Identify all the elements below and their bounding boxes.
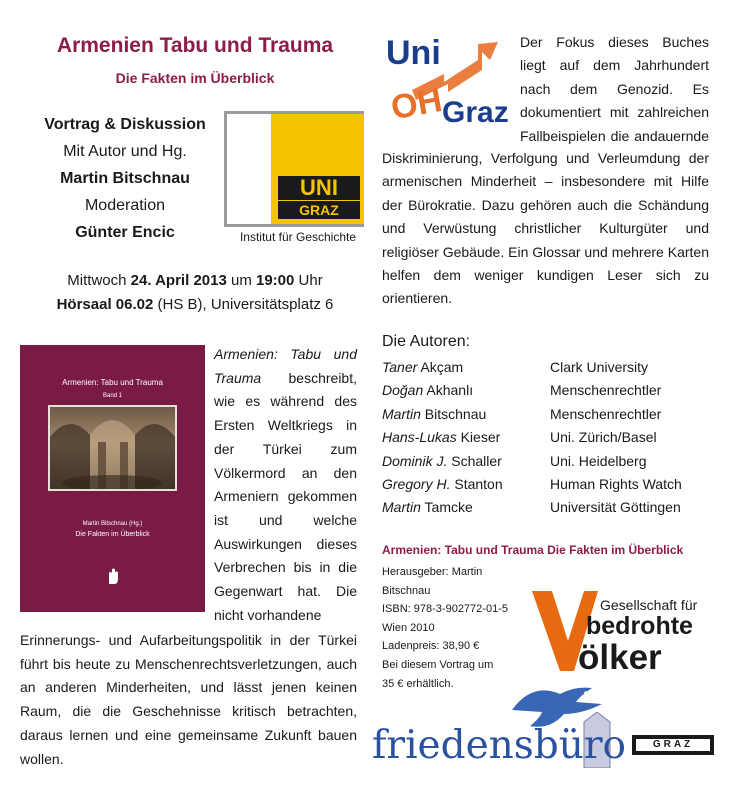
- book-info-place-year: Wien 2010: [382, 621, 435, 634]
- book-cover-band: Band 1: [102, 393, 123, 399]
- gfbv-line2: bedrohte: [586, 612, 693, 640]
- author-affiliation: Human Rights Watch: [550, 476, 682, 493]
- author-row: [382, 496, 712, 519]
- focus-text-top: Der Fokus dieses Buches liegt auf dem Jahrhundert nach dem Genozid. Es dokumentiert mit zahlreichen Fallbeispielen die andauernde: [520, 34, 709, 144]
- book-info-isbn: ISBN: 978-3-902772-01-5: [382, 603, 508, 616]
- book-cover-title: Armenien: Tabu und Trauma: [62, 378, 163, 387]
- gfbv-logo: [530, 585, 720, 675]
- uni-graz-institute-logo: [224, 111, 364, 227]
- event-moderation-label: Moderation: [84, 197, 166, 214]
- gfbv-line1: Gesellschaft für: [600, 597, 698, 613]
- author-last: Akçam: [417, 359, 464, 375]
- author-first: Gregory H.: [382, 476, 451, 493]
- author-row: [382, 450, 712, 473]
- author-first: Taner: [382, 359, 418, 375]
- book-info-price: Ladenpreis: 38,90 €: [382, 640, 480, 653]
- author-row: [382, 379, 712, 402]
- author-affiliation: Clark University: [550, 359, 649, 375]
- author-row: [382, 473, 712, 496]
- author-affiliation: Uni. Heidelberg: [550, 452, 647, 469]
- event-address: (HS B), Universitätsplatz 6: [153, 296, 334, 313]
- book-info-title: Armenien: Tabu und Trauma Die Fakten im Überblick: [382, 543, 684, 557]
- church-ruin-photo: [48, 405, 177, 491]
- book-info-offer-price: 35 € erhältlich.: [382, 677, 454, 690]
- politics-paragraph: Erinnerungs- und Aufarbeitungspolitik in der Türkei führt bis heute zu Menschenrechtsverletzungen, auch an anderen Minderheiten, und lässt jenen keinen Raum, die die Geschehnisse kritisch betrachten, daraus lernen und eine gemeinsame Zukunft bauen wollen.: [20, 632, 357, 767]
- author-last: Bitschnau: [420, 405, 487, 422]
- page-title: Armenien Tabu und Trauma: [56, 34, 334, 57]
- date-mid: um: [226, 272, 256, 289]
- para2-start: Die nicht vorhandene: [214, 583, 357, 623]
- friedensbuero-logo: [372, 680, 652, 780]
- event-time: 19:00: [256, 272, 295, 289]
- svg-text:OH: OH: [388, 80, 445, 128]
- author-last: Tamcke: [420, 499, 473, 516]
- author-last: Akhanlı: [423, 382, 474, 399]
- event-date: 24. April 2013: [130, 272, 227, 289]
- author-first: Martin: [382, 499, 421, 516]
- author-last: Schaller: [447, 452, 502, 469]
- author-first: Doğan: [382, 382, 424, 399]
- logo-graz-text: Graz: [442, 96, 509, 129]
- author-affiliation: Menschenrechtler: [550, 405, 662, 422]
- book-title-italic: Armenien: Tabu und Trauma: [214, 346, 357, 386]
- event-speaker-name: Martin Bitschnau: [60, 170, 190, 187]
- date-prefix: Mittwoch: [67, 272, 131, 289]
- author-first: Dominik J.: [382, 452, 448, 469]
- author-row: [382, 426, 712, 449]
- author-affiliation: Uni. Zürich/Basel: [550, 429, 657, 446]
- event-date-line: [20, 272, 370, 289]
- author-row: [382, 356, 712, 379]
- institute-caption: Institut für Geschichte: [239, 230, 357, 244]
- focus-text-rest: Diskriminierung, Verfolgung und Verleumdung der armenischen Minderheit – insbesondere mit Hilfe der Bürokratie. Dazu gehören auch die Schändung und Verwüstung christlicher Kulturgüter und religiöser Gebäude. Ein Glossar und mehrere Karten helfen dem weniger kundigen Leser sich zu orientieren.: [382, 150, 709, 307]
- logo-uni-label: UNI: [278, 176, 360, 200]
- book-description-text: beschreibt, wie es während des Ersten Weltkriegs in der Türkei zum Völkermord an den Armeniern gekommen ist und welche Auswirkungen dieses Verbrechen bis in die Gegenwart hat.: [214, 369, 357, 600]
- friedensbuero-name: friedensbüro: [372, 723, 627, 768]
- graz-badge: [632, 735, 714, 755]
- event-speaker-role: Mit Autor und Hg.: [63, 143, 187, 160]
- author-first: Martin: [382, 405, 421, 422]
- graz-badge-text: GRAZ: [636, 739, 710, 751]
- author-affiliation: Universität Göttingen: [550, 499, 681, 516]
- book-info-publisher: Herausgeber: Martin Bitschnau: [382, 566, 483, 597]
- event-moderator-name: Günter Encic: [75, 224, 175, 241]
- author-affiliation: Menschenrechtler: [550, 382, 662, 399]
- publisher-hand-icon: [104, 567, 122, 585]
- authors-heading: Die Autoren:: [382, 333, 471, 350]
- book-description: [214, 343, 357, 627]
- book-cover-author: Martin Bitschnau (Hg.): [82, 521, 143, 527]
- logo-uni-text: Uni: [386, 34, 441, 72]
- event-place-line: [20, 296, 370, 313]
- book-info-offer: Bei diesem Vortrag um: [382, 658, 494, 671]
- book-cover-subtitle: Die Fakten im Überblick: [75, 531, 150, 538]
- authors-list: [382, 356, 712, 520]
- page-subtitle: Die Fakten im Überblick: [115, 70, 275, 86]
- gfbv-line3: ölker: [578, 638, 662, 677]
- author-last: Kieser: [456, 429, 501, 446]
- author-row: [382, 403, 712, 426]
- author-first: Hans-Lukas: [382, 429, 457, 446]
- logo-graz-label: GRAZ: [278, 201, 360, 219]
- uni-graz-logo: [382, 30, 517, 140]
- book-info: [382, 563, 522, 693]
- event-room: Hörsaal 06.02: [56, 296, 154, 313]
- book-cover: [20, 345, 205, 612]
- event-type: Vortrag & Diskussion: [44, 116, 206, 133]
- time-suffix: Uhr: [294, 272, 323, 289]
- author-last: Stanton: [450, 476, 503, 493]
